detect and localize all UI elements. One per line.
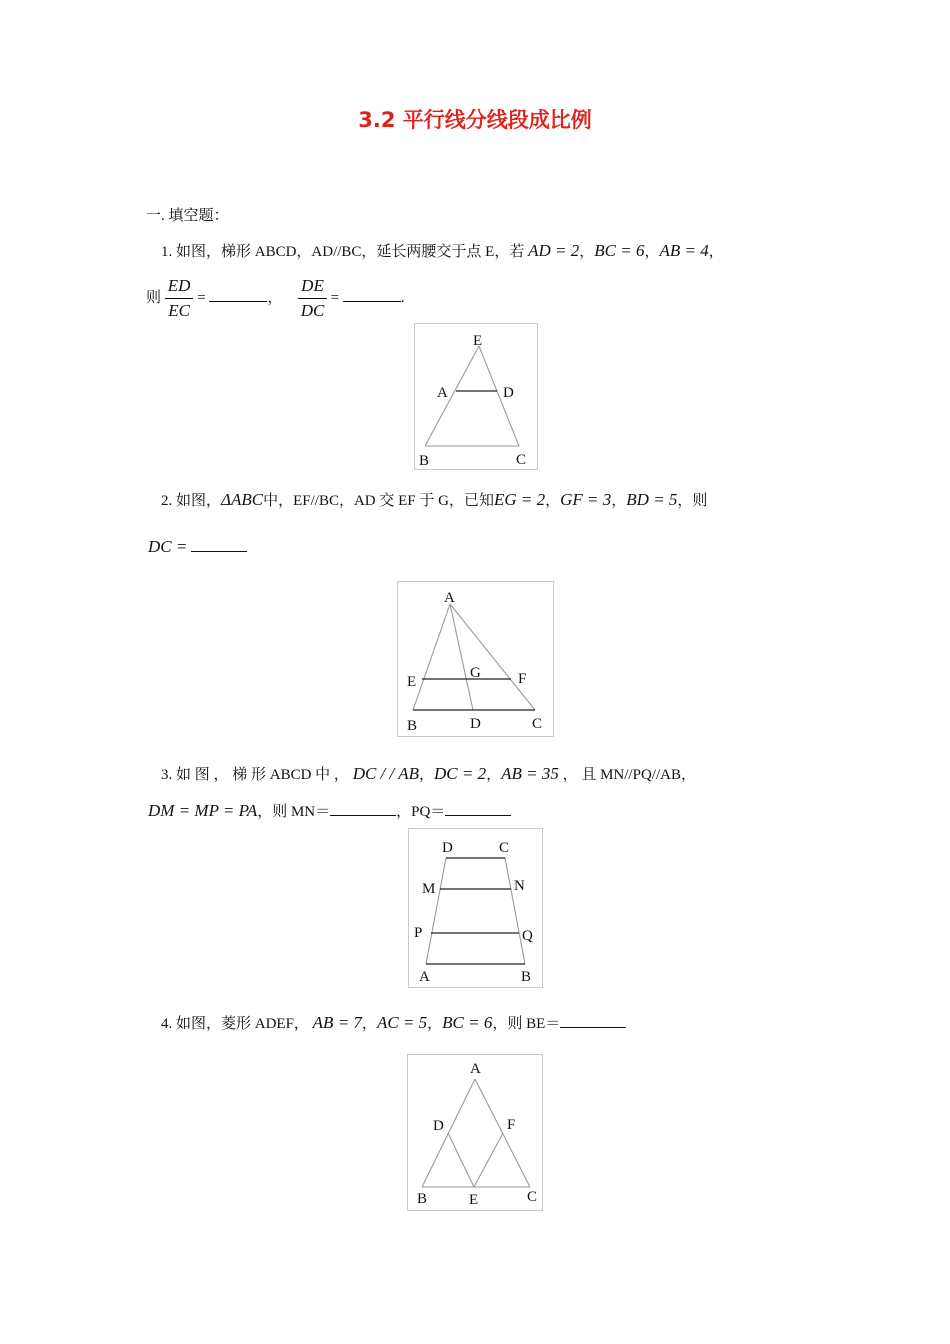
q2-answer-blank[interactable] bbox=[191, 537, 247, 552]
q1-equals: = bbox=[330, 289, 340, 306]
q1-trapezoid-figure bbox=[414, 323, 538, 470]
q2-label-a: A bbox=[444, 590, 455, 606]
q4-label-a: A bbox=[470, 1061, 481, 1077]
q1-label-d: D bbox=[503, 385, 514, 401]
q2-label-e: E bbox=[407, 674, 417, 690]
q2-line-ab bbox=[413, 604, 450, 710]
q1-label-e: E bbox=[473, 333, 483, 349]
q3-text-a: 3. 如 图 ， 梯 形 ABCD 中 ， bbox=[161, 767, 349, 783]
q1-sep: ， bbox=[267, 289, 283, 306]
q4-line-de bbox=[448, 1133, 474, 1187]
q4-label-d: D bbox=[433, 1118, 444, 1134]
q1-label-a: A bbox=[437, 385, 448, 401]
q3-eq-dc: DC = 2 bbox=[433, 764, 487, 783]
q4-label-b: B bbox=[417, 1191, 428, 1207]
q2-label-c: C bbox=[532, 716, 543, 732]
q3-text-b: ， 且 MN//PQ//AB， bbox=[562, 767, 696, 783]
q3-line1 bbox=[161, 763, 696, 784]
q2-sep: ， bbox=[545, 493, 561, 509]
q3-line-da bbox=[426, 858, 446, 964]
q3-label-m: M bbox=[422, 881, 436, 897]
q3-label-p: P bbox=[414, 925, 423, 941]
q1-frac2-den: DC bbox=[300, 301, 325, 320]
q2-eq-bd: BD = 5 bbox=[626, 490, 678, 509]
q1-equals: = bbox=[197, 289, 206, 306]
q3-sep: ， bbox=[418, 767, 434, 783]
q4-line1 bbox=[161, 1012, 626, 1033]
q4-sep: ， bbox=[361, 1016, 377, 1032]
q1-fraction-de-dc bbox=[298, 276, 327, 321]
q2-line2 bbox=[148, 537, 247, 557]
q3-sep: ， bbox=[486, 767, 502, 783]
q2-label-d: D bbox=[470, 716, 481, 732]
q4-eq-ac: AC = 5 bbox=[376, 1013, 428, 1032]
q1-line1 bbox=[161, 240, 724, 261]
q2-eq-gf: GF = 3 bbox=[560, 490, 612, 509]
q1-line-eb bbox=[425, 346, 479, 446]
q3-line2 bbox=[148, 800, 511, 821]
q2-line-ac bbox=[450, 604, 535, 710]
q4-sep: ， bbox=[427, 1016, 443, 1032]
q4-eq-bc: BC = 6 bbox=[442, 1013, 493, 1032]
q1-answer-blank-1[interactable] bbox=[209, 287, 267, 302]
page-title: 3.2 平行线分线段成比例 bbox=[358, 108, 592, 132]
q1-end: ， bbox=[708, 244, 724, 260]
q4-label-e: E bbox=[469, 1192, 479, 1208]
q1-sep: ， bbox=[579, 244, 595, 260]
q2-ask: DC = bbox=[148, 537, 188, 556]
q3-line-cb bbox=[505, 858, 525, 964]
q1-eq-ad: AD = 2 bbox=[528, 241, 580, 260]
q1-text: 1. 如图，梯形 ABCD，AD//BC，延长两腰交于点 E，若 bbox=[161, 244, 525, 260]
q3-label-c: C bbox=[499, 840, 510, 856]
q4-rhombus-figure bbox=[407, 1054, 543, 1211]
q1-sep: ， bbox=[644, 244, 660, 260]
q3-eq-parallel: DC / / AB bbox=[352, 764, 419, 783]
q2-text-b: 中，EF//BC，AD 交 EF 于 G，已知 bbox=[263, 493, 494, 509]
q2-triangle-figure bbox=[397, 581, 554, 737]
q3-label-n: N bbox=[514, 878, 525, 894]
q2-text-c: ，则 bbox=[677, 493, 708, 509]
q3-answer-blank-pq[interactable] bbox=[445, 801, 511, 816]
q2-line1 bbox=[161, 489, 707, 510]
q1-label-c: C bbox=[516, 452, 527, 468]
q4-text-b: ，则 BE＝ bbox=[492, 1016, 561, 1032]
q4-line-ef bbox=[474, 1133, 503, 1187]
q1-frac1-num: ED bbox=[165, 276, 194, 299]
q2-text-a: 2. 如图， bbox=[161, 493, 222, 509]
q1-eq-bc: BC = 6 bbox=[594, 241, 645, 260]
q4-answer-blank[interactable] bbox=[560, 1013, 626, 1028]
q4-text-a: 4. 如图，菱形 ADEF， bbox=[161, 1016, 309, 1032]
q1-eq-ab: AB = 4 bbox=[659, 241, 709, 260]
q4-label-f: F bbox=[507, 1117, 516, 1133]
q4-label-c: C bbox=[527, 1189, 538, 1205]
q1-then: 则 bbox=[146, 289, 162, 306]
q2-label-b: B bbox=[407, 718, 418, 734]
q3-label-d: D bbox=[442, 840, 453, 856]
q3-eq-dm: DM = MP = PA bbox=[148, 801, 258, 820]
q3-eq-ab: AB = 35 bbox=[501, 764, 559, 783]
q1-line2 bbox=[146, 276, 405, 321]
q1-frac1-den: EC bbox=[168, 301, 190, 320]
q3-text-pq: ，PQ＝ bbox=[396, 804, 446, 820]
q3-trapezoid-figure bbox=[408, 828, 543, 988]
q2-sep: ， bbox=[611, 493, 627, 509]
q3-label-q: Q bbox=[522, 928, 533, 944]
q1-period: . bbox=[400, 289, 405, 306]
q2-triangle: ΔABC bbox=[221, 490, 264, 509]
q3-answer-blank-mn[interactable] bbox=[330, 801, 396, 816]
q4-eq-ab: AB = 7 bbox=[312, 1013, 362, 1032]
q3-text-mn: ，则 MN＝ bbox=[257, 804, 331, 820]
q2-label-f: F bbox=[518, 671, 527, 687]
q3-label-b: B bbox=[521, 969, 532, 985]
q2-eq-eg: EG = 2 bbox=[493, 490, 546, 509]
q2-line-ad bbox=[450, 604, 473, 710]
q3-label-a: A bbox=[419, 969, 430, 985]
q1-label-b: B bbox=[419, 453, 430, 469]
q1-answer-blank-2[interactable] bbox=[343, 287, 401, 302]
q1-fraction-ed-ec bbox=[165, 276, 194, 321]
q2-label-g: G bbox=[470, 665, 481, 681]
section-heading: 一. 填空题： bbox=[146, 208, 229, 224]
q1-frac2-num: DE bbox=[298, 276, 327, 299]
